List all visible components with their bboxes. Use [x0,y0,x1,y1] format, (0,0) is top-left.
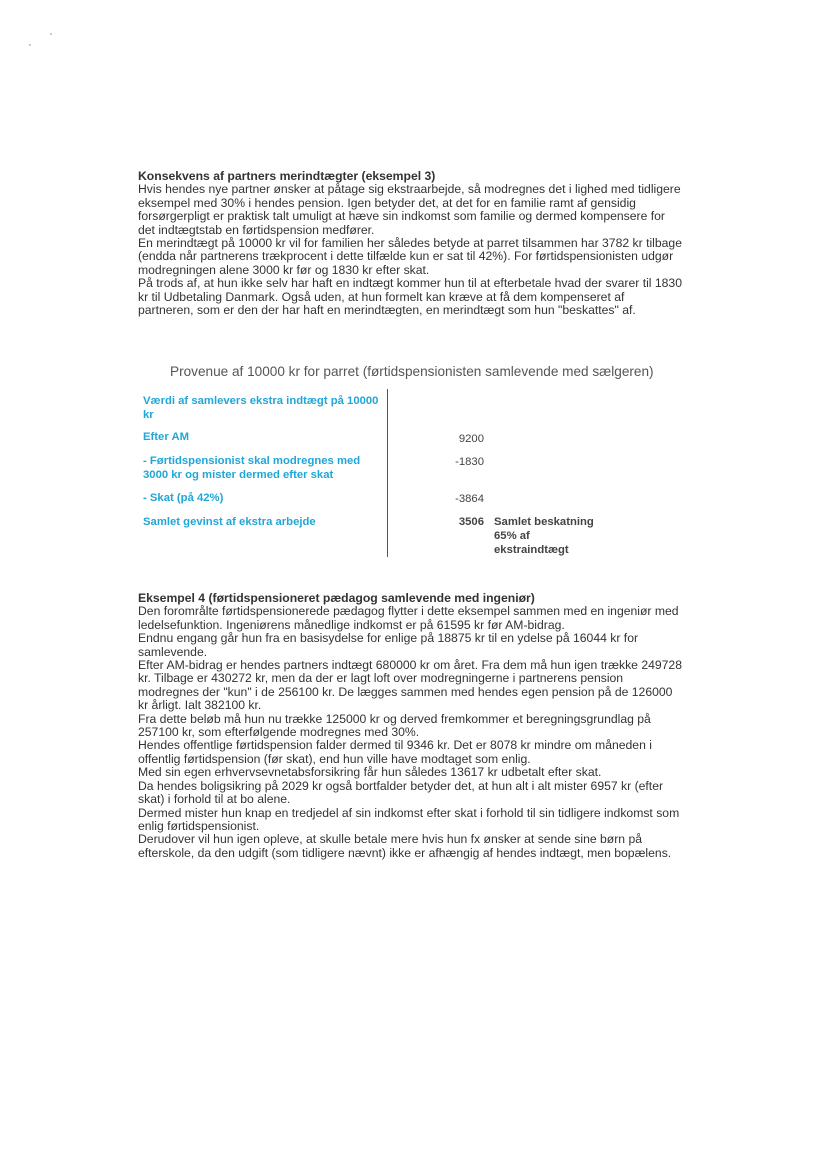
example3-paragraph: En merindtægt på 10000 kr vil for familien her således betyde at parret tilsammen har 3782 kr tilbage (endda når partnerens trækprocent i dette tilfælde kun er sat til 42%). For førtidspensionisten udgør modregningen alene 3000 kr før og 1830 kr efter skat. [138,236,682,277]
table-row-value: 3506 [458,516,484,528]
example4-paragraph: Med sin egen erhvervsevnetabsforsikring får hun således 13617 kr udbetalt efter skat. [138,765,602,780]
table-row-value: 9200 [458,433,484,445]
table-row-label: Værdi af samlevers ekstra indtægt på 10000 kr [143,395,379,422]
table-title: Provenue af 10000 kr for parret (førtidspensionisten samlevende med sælgeren) [170,364,654,379]
table-row-label: Samlet gevinst af ekstra arbejde [143,516,316,528]
scan-speck [50,33,52,35]
example4-paragraph: Efter AM-bidrag er hendes partners indtægt 680000 kr om året. Fra dem må hun igen trække 249728 kr. Tilbage er 430272 kr, men da der er lagt loft over modregningerne i partnerens pension modregnes der "kun" i de 256100 kr. De lægges sammen med hendes egen pension på de 126000 kr årligt. Ialt 382100 kr. [138,658,682,713]
example4-paragraph: Dermed mister hun knap en tredjedel af sin indkomst efter skat i forhold til sin tidligere indkomst som enlig førtidspensionist. [138,805,680,833]
table-row-label: - Skat (på 42%) [143,492,224,504]
example4-paragraph: Endnu engang går hun fra en basisydelse for enlige på 18875 kr til en ydelse på 16044 kr for samlevende. [138,631,639,659]
example4-section [138,592,683,860]
table-row-label: Efter AM [143,431,190,443]
table-row-value: -1830 [455,456,484,468]
scan-speck [29,44,31,46]
table-row-value: -3864 [455,493,484,505]
table-row-note: Samlet beskatning 65% af ekstraindtægt [494,516,594,557]
example4-heading: Eksempel 4 (førtidspensioneret pædagog samlevende med ingeniør) [138,591,535,605]
example3-paragraph: På trods af, at hun ikke selv har haft en indtægt kommer hun til at efterbetale hvad der svarer til 1830 kr til Udbetaling Danmark. Også uden, at hun formelt kan kræve at få dem kompenseret af partneren, som er den der har haft en merindtægten, en merindtægt som hun "beskattes" af. [138,276,682,318]
table-row-label: - Førtidspensionist skal modregnes med 3000 kr og mister dermed efter skat [143,455,361,482]
example3-section [138,170,683,317]
example4-paragraph: Hendes offentlige førtidspension falder dermed til 9346 kr. Det er 8078 kr mindre om måneden i offentlig førtidspension (før skat), end hun ville have modtaget som enlig. [138,738,652,766]
example4-paragraph: Den forområlte førtidspensionerede pædagog flytter i dette eksempel sammen med en ingeniør med ledelsefunktion. Ingeniørens månedlige indkomst er på 61595 kr før AM-bidrag. [138,604,679,632]
example3-paragraph: Hvis hendes nye partner ønsker at påtage sig ekstraarbejde, så modregnes det i lighed med tidligere eksempel med 30% i hendes pension. Igen betyder det, at det for en familie ramt af gensidig forsørgerpligt er praktisk talt umuligt at hæve sin indkomst som familie og dermed kompensere for det indtægtstab en førtidspension medfører. [138,182,681,237]
example4-paragraph: Fra dette beløb må hun nu trække 125000 kr og derved fremkommer et beregningsgrundlag på 257100 kr, som efterfølgende modregnes med 30%. [138,711,651,740]
table-divider [387,389,388,557]
example4-paragraph: Derudover vil hun igen opleve, at skulle betale mere hvis hun fx ønsker at sende sine børn på efterskole, da den udgift (som tidligere nævnt) ikke er afhængig af hendes indtægt, men bopælens. [138,832,672,860]
example4-paragraph: Da hendes boligsikring på 2029 kr også bortfalder betyder det, at hun alt i alt mister 6957 kr (efter skat) i forhold til at bo alene. [138,778,664,807]
example3-heading: Konsekvens af partners merindtægter (eksempel 3) [138,169,436,183]
